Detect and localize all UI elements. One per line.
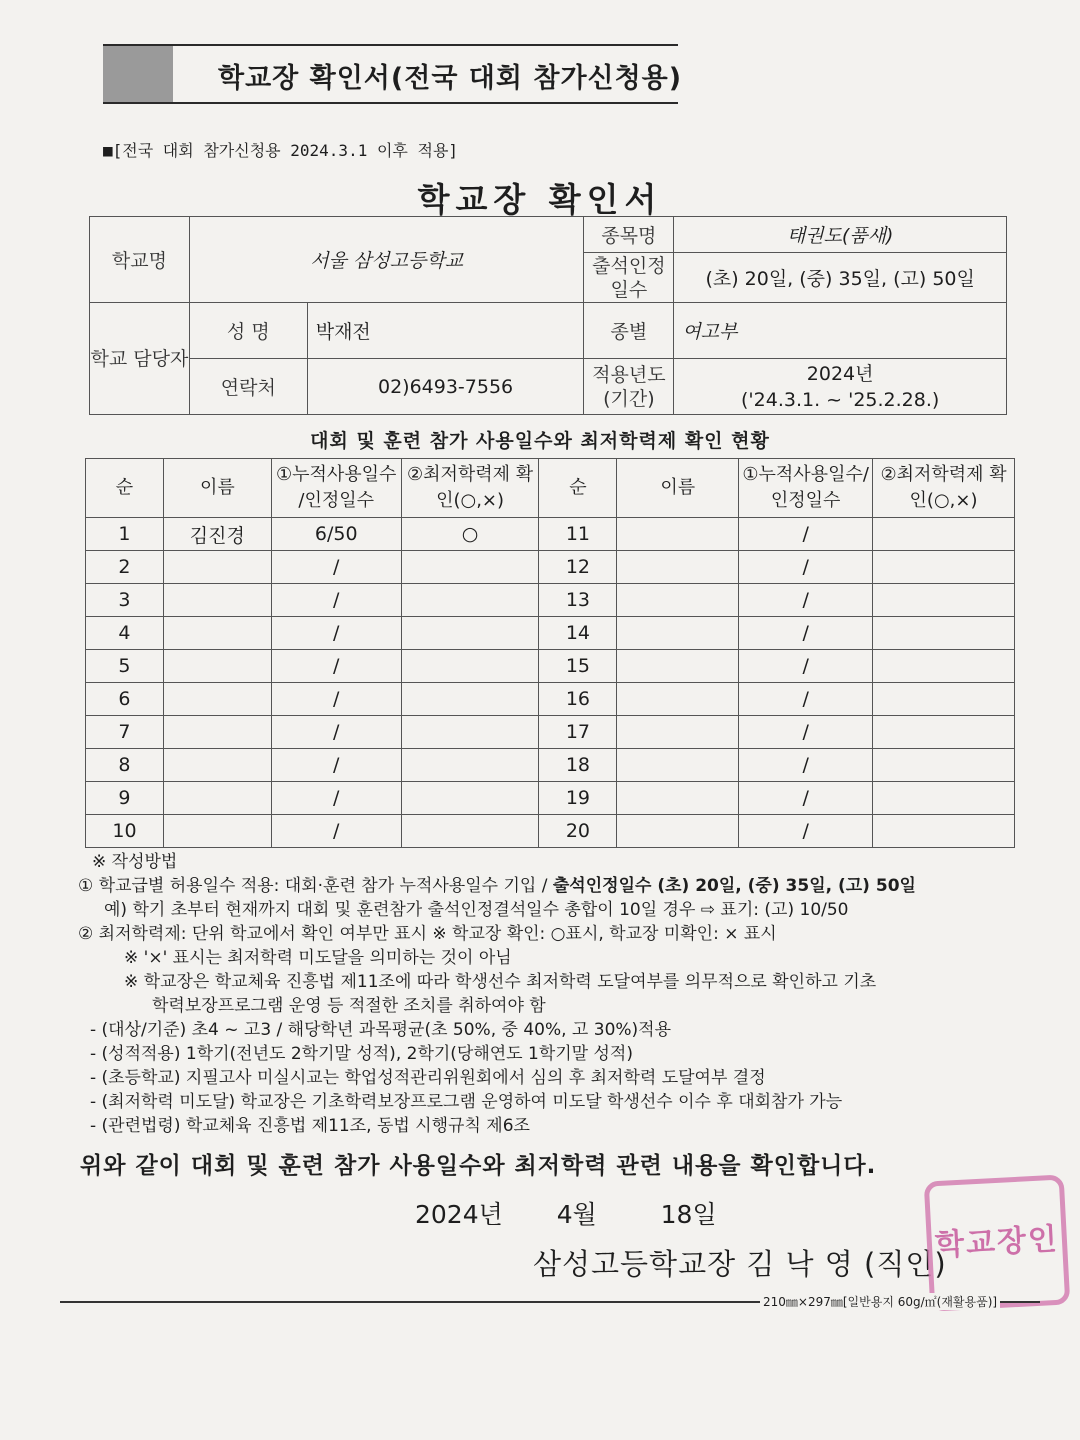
row-name bbox=[617, 617, 739, 650]
table-row bbox=[86, 551, 1015, 584]
row-academic bbox=[873, 683, 1015, 716]
row-days: / bbox=[271, 716, 401, 749]
info-table bbox=[89, 216, 1007, 415]
row-academic bbox=[873, 518, 1015, 551]
row-academic bbox=[873, 584, 1015, 617]
row-academic bbox=[401, 749, 539, 782]
row-days: / bbox=[271, 584, 401, 617]
row-name bbox=[617, 650, 739, 683]
row-days: / bbox=[271, 650, 401, 683]
row-name bbox=[163, 584, 271, 617]
date-year: 2024년 bbox=[415, 1200, 503, 1229]
row-academic bbox=[873, 749, 1015, 782]
row-days: 6/50 bbox=[271, 518, 401, 551]
row-no: 13 bbox=[539, 584, 617, 617]
detail-3: - (초등학교) 지필고사 미실시교는 학업성적관리위원회에서 심의 후 최저학력 도달여부 결정 bbox=[90, 1068, 766, 1088]
row-days: / bbox=[271, 782, 401, 815]
row-no: 9 bbox=[86, 782, 164, 815]
note-2-b: ※ 학교장은 학교체육 진흥법 제11조에 따라 학생선수 최저학력 도달여부를 의무적으로 확인하고 기초 bbox=[124, 972, 877, 992]
header-no: 순 bbox=[86, 459, 164, 518]
year-value: 2024년 bbox=[806, 362, 874, 385]
table-row bbox=[86, 815, 1015, 848]
table-row bbox=[86, 782, 1015, 815]
row-days: / bbox=[271, 815, 401, 848]
row-academic bbox=[401, 683, 539, 716]
header-name: 이름 bbox=[617, 459, 739, 518]
status-table bbox=[85, 458, 1015, 848]
row-name bbox=[617, 716, 739, 749]
principal-signature-line: 삼성고등학교장 김 낙 영 (직인) bbox=[533, 1247, 947, 1281]
category-label: 종별 bbox=[584, 303, 674, 359]
row-no: 11 bbox=[539, 518, 617, 551]
name-value: 박재전 bbox=[307, 303, 584, 359]
attendance-value: (초) 20일, (중) 35일, (고) 50일 bbox=[674, 253, 1007, 303]
row-name bbox=[163, 551, 271, 584]
row-academic bbox=[873, 815, 1015, 848]
row-days: / bbox=[739, 749, 873, 782]
detail-5: - (관련법령) 학교체육 진흥법 제11조, 동법 시행규칙 제6조 bbox=[90, 1116, 530, 1136]
school-label: 학교명 bbox=[90, 217, 190, 303]
row-name bbox=[163, 815, 271, 848]
header-days: ①누적사용일수/ 인정일수 bbox=[739, 459, 873, 518]
header-name: 이름 bbox=[163, 459, 271, 518]
row-no: 6 bbox=[86, 683, 164, 716]
date-day: 18일 bbox=[660, 1200, 717, 1229]
header-no: 순 bbox=[539, 459, 617, 518]
document-title: 학교장 확인서 bbox=[417, 180, 663, 219]
year-label: 적용년도 (기간) bbox=[584, 359, 674, 415]
header-bar bbox=[103, 44, 683, 104]
row-no: 20 bbox=[539, 815, 617, 848]
row-no: 7 bbox=[86, 716, 164, 749]
row-name bbox=[617, 782, 739, 815]
row-name bbox=[617, 815, 739, 848]
row-academic bbox=[873, 551, 1015, 584]
header-title: 학교장 확인서(전국 대회 참가신청용) bbox=[218, 63, 683, 94]
date-line bbox=[415, 1195, 717, 1231]
contact-label: 연락처 bbox=[189, 359, 307, 415]
year-cell bbox=[674, 359, 1007, 415]
note-2-b2: 학력보장프로그램 운영 등 적절한 조치를 취하여야 함 bbox=[152, 996, 546, 1016]
event-label: 종목명 bbox=[584, 217, 674, 253]
row-academic bbox=[401, 650, 539, 683]
row-days: / bbox=[739, 584, 873, 617]
table-row bbox=[86, 683, 1015, 716]
row-no: 14 bbox=[539, 617, 617, 650]
official-seal-stamp bbox=[924, 1174, 1071, 1311]
row-academic: ○ bbox=[401, 518, 539, 551]
row-no: 17 bbox=[539, 716, 617, 749]
row-academic bbox=[401, 716, 539, 749]
row-days: / bbox=[739, 782, 873, 815]
note-2-a: ※ '×' 표시는 최저학력 미도달을 의미하는 것이 아님 bbox=[124, 948, 512, 968]
row-name bbox=[163, 617, 271, 650]
notes-heading: ※ 작성방법 bbox=[92, 852, 178, 872]
confirmation-statement: 위와 같이 대회 및 훈련 참가 사용일수와 최저학력 관련 내용을 확인합니다. bbox=[80, 1153, 877, 1179]
row-no: 12 bbox=[539, 551, 617, 584]
row-no: 10 bbox=[86, 815, 164, 848]
row-name bbox=[617, 683, 739, 716]
row-academic bbox=[401, 782, 539, 815]
row-days: / bbox=[739, 815, 873, 848]
row-name bbox=[163, 749, 271, 782]
detail-4: - (최저학력 미도달) 학교장은 기초학력보장프로그램 운영하여 미도달 학생선수 이수 후 대회참가 가능 bbox=[90, 1092, 843, 1112]
row-no: 15 bbox=[539, 650, 617, 683]
row-name bbox=[163, 683, 271, 716]
row-no: 1 bbox=[86, 518, 164, 551]
row-no: 16 bbox=[539, 683, 617, 716]
row-days: / bbox=[739, 518, 873, 551]
row-name: 김진경 bbox=[163, 518, 271, 551]
row-academic bbox=[401, 551, 539, 584]
row-days: / bbox=[739, 683, 873, 716]
row-name bbox=[163, 782, 271, 815]
table-row bbox=[86, 584, 1015, 617]
row-name bbox=[163, 716, 271, 749]
table-row bbox=[86, 617, 1015, 650]
header-gray-box bbox=[103, 46, 173, 102]
seal-text: 학교장인 bbox=[934, 1221, 1060, 1264]
paper-spec: 210㎜×297㎜[일반용지 60g/㎡(재활용품)] bbox=[760, 1293, 1000, 1310]
row-name bbox=[617, 518, 739, 551]
row-academic bbox=[873, 716, 1015, 749]
writing-instructions bbox=[78, 850, 1038, 1138]
table-row bbox=[86, 749, 1015, 782]
row-no: 5 bbox=[86, 650, 164, 683]
row-name bbox=[617, 551, 739, 584]
row-academic bbox=[873, 650, 1015, 683]
row-no: 3 bbox=[86, 584, 164, 617]
date-month: 4월 bbox=[556, 1200, 597, 1229]
row-days: / bbox=[739, 617, 873, 650]
apply-note: ■[전국 대회 참가신청용 2024.3.1 이후 적용] bbox=[103, 141, 459, 160]
note-1-example: 예) 학기 초부터 현재까지 대회 및 훈련참가 출석인정결석일수 총합이 10일 경우 ⇨ 표기: (고) 10/50 bbox=[104, 900, 849, 920]
header-days: ①누적사용일수 /인정일수 bbox=[271, 459, 401, 518]
note-1-text: ① 학교급별 허용일수 적용: 대회·훈련 참가 누적사용일수 기입 / bbox=[78, 876, 553, 896]
row-no: 18 bbox=[539, 749, 617, 782]
manager-label: 학교 담당자 bbox=[90, 303, 190, 415]
note-1-bold: 출석인정일수 (초) 20일, (중) 35일, (고) 50일 bbox=[552, 876, 916, 896]
header-academic: ②최저학력제 확인(○,×) bbox=[401, 459, 539, 518]
row-days: / bbox=[271, 617, 401, 650]
note-2: ② 최저학력제: 단위 학교에서 확인 여부만 표시 ※ 학교장 확인: ○표시, 학교장 미확인: × 표시 bbox=[78, 924, 777, 944]
event-value: 태권도(품새) bbox=[674, 217, 1007, 253]
table-row bbox=[86, 716, 1015, 749]
row-academic bbox=[401, 815, 539, 848]
contact-value: 02)6493-7556 bbox=[307, 359, 584, 415]
row-days: / bbox=[739, 551, 873, 584]
attendance-label: 출석인정 일수 bbox=[584, 253, 674, 303]
table-row bbox=[86, 518, 1015, 551]
status-heading: 대회 및 훈련 참가 사용일수와 최저학력제 확인 현황 bbox=[310, 430, 770, 452]
detail-2: - (성적적용) 1학기(전년도 2학기말 성적), 2학기(당해연도 1학기말 성적) bbox=[90, 1044, 633, 1064]
row-days: / bbox=[271, 683, 401, 716]
row-no: 19 bbox=[539, 782, 617, 815]
row-academic bbox=[873, 617, 1015, 650]
row-academic bbox=[401, 617, 539, 650]
row-no: 4 bbox=[86, 617, 164, 650]
row-academic bbox=[873, 782, 1015, 815]
row-days: / bbox=[739, 716, 873, 749]
period-value: ('24.3.1. ~ '25.2.28.) bbox=[741, 388, 940, 411]
name-label: 성 명 bbox=[189, 303, 307, 359]
row-name bbox=[617, 749, 739, 782]
row-no: 2 bbox=[86, 551, 164, 584]
row-days: / bbox=[739, 650, 873, 683]
detail-1: - (대상/기준) 초4 ~ 고3 / 해당학년 과목평균(초 50%, 중 40%, 고 30%)적용 bbox=[90, 1020, 672, 1040]
row-no: 8 bbox=[86, 749, 164, 782]
row-days: / bbox=[271, 551, 401, 584]
row-name bbox=[163, 650, 271, 683]
row-days: / bbox=[271, 749, 401, 782]
header-academic: ②최저학력제 확인(○,×) bbox=[873, 459, 1015, 518]
table-row bbox=[86, 650, 1015, 683]
note-1 bbox=[78, 874, 1038, 898]
school-value: 서울 삼성고등학교 bbox=[189, 217, 584, 303]
row-academic bbox=[401, 584, 539, 617]
category-value: 여고부 bbox=[674, 303, 1007, 359]
row-name bbox=[617, 584, 739, 617]
